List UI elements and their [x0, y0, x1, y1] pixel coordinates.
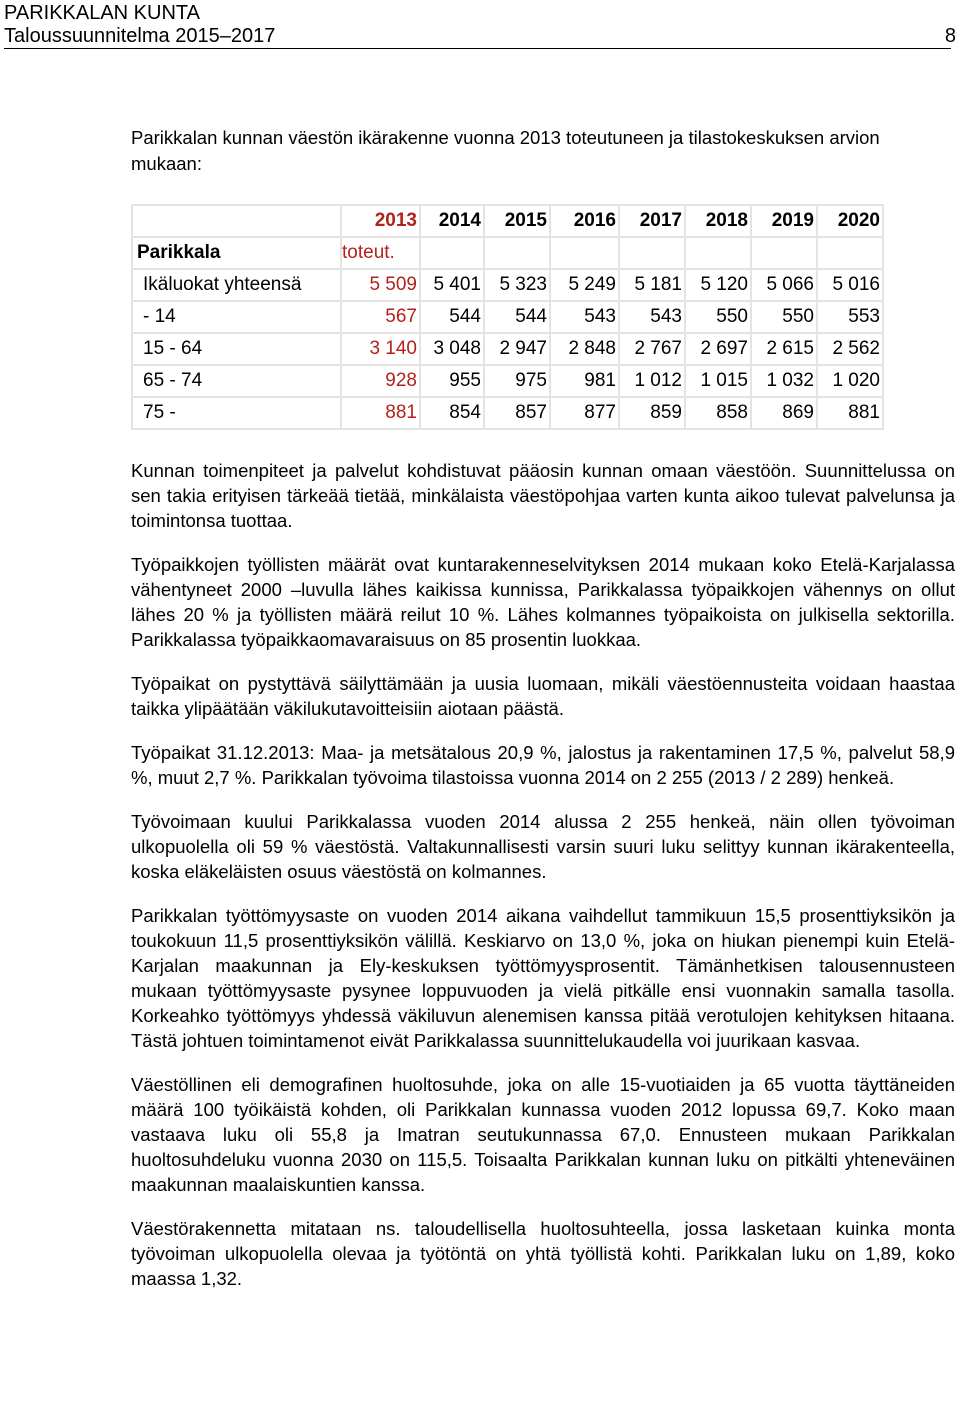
table-cell: 2 615: [751, 333, 817, 365]
intro-text: Parikkalan kunnan väestön ikärakenne vuonna 2013 toteutuneen ja tilastokeskuksen arvion mukaan:: [131, 127, 880, 174]
toteut-label: toteut.: [341, 237, 420, 269]
table-cell: 2 767: [619, 333, 685, 365]
table-cell: 5 401: [420, 269, 484, 301]
population-table: [131, 204, 884, 430]
header-empty-cell: [132, 205, 341, 237]
year-2019: 2019: [751, 205, 817, 237]
paragraph: Kunnan toimenpiteet ja palvelut kohdistuvat pääosin kunnan omaan väestöön. Suunnittelussa on sen takia erityisen tärkeää tietää, minkälaista väestöpohjaa varten kunta aikoo tulevat palvelunsa ja toimintonsa tuottaa.: [131, 460, 955, 531]
table-cell: 550: [751, 301, 817, 333]
table-cell: 2 697: [685, 333, 751, 365]
table-cell: 3 140: [341, 333, 420, 365]
intro-section: [131, 125, 955, 177]
table-row: [132, 397, 883, 429]
table-cell: 550: [685, 301, 751, 333]
row-label: 65 - 74: [132, 365, 341, 397]
table-cell: 543: [550, 301, 619, 333]
document-title: Taloussuunnitelma 2015–2017: [4, 25, 276, 47]
table-cell: 2 947: [484, 333, 550, 365]
table-cell: 1 012: [619, 365, 685, 397]
row-label: 15 - 64: [132, 333, 341, 365]
paragraph: Työvoimaan kuului Parikkalassa vuoden 2014 alussa 2 255 henkeä, näin ollen työvoiman ulkopuolella oli 59 % väestöstä. Valtakunnallisesti varsin suuri luku selittyy kunnan ikärakenteella, koska eläkeläisten osuus väestöstä on kolmannes.: [131, 811, 955, 882]
row-label: Ikäluokat yhteensä: [132, 269, 341, 301]
table-row: [132, 269, 883, 301]
table-cell: 975: [484, 365, 550, 397]
year-2016: 2016: [550, 205, 619, 237]
paragraph: Työpaikkojen työllisten määrät ovat kuntarakenneselvityksen 2014 mukaan koko Etelä-Karjalassa vähentyneet 2000 –luvulla lähes kaikissa kunnissa, Parikkalassa työpaikkojen vähennys on ollut lähes 20 % ja työllisten määrä reilut 10 %. Lähes kolmannes työpaikoista on julkisella sektorilla. Parikkalassa työpaikkaomavaraisuus on 85 prosentin luokkaa.: [131, 554, 955, 650]
organization-name: PARIKKALAN KUNTA: [4, 2, 200, 24]
table-cell: 955: [420, 365, 484, 397]
table-cell: 1 015: [685, 365, 751, 397]
table-cell: 5 181: [619, 269, 685, 301]
page-header: [4, 0, 956, 48]
table-cell: 858: [685, 397, 751, 429]
body-text: [131, 458, 955, 1303]
table-cell: 1 020: [817, 365, 883, 397]
place-name: Parikkala: [132, 237, 341, 269]
table-cell: 857: [484, 397, 550, 429]
table-cell: 869: [751, 397, 817, 429]
year-2018: 2018: [685, 205, 751, 237]
paragraph: Työpaikat 31.12.2013: Maa- ja metsätalous 20,9 %, jalostus ja rakentaminen 17,5 %, palvelut 58,9 %, muut 2,7 %. Parikkalan työvoima tilastoissa vuonna 2014 on 2 255 (2013 / 2 289) henkeä.: [131, 742, 955, 788]
table-cell: 928: [341, 365, 420, 397]
table-cell: 859: [619, 397, 685, 429]
table-cell: 5 323: [484, 269, 550, 301]
table-row: [132, 333, 883, 365]
table-cell: 553: [817, 301, 883, 333]
year-2015: 2015: [484, 205, 550, 237]
table-cell: 544: [420, 301, 484, 333]
table-cell: 981: [550, 365, 619, 397]
table-cell: 3 048: [420, 333, 484, 365]
table-cell: 854: [420, 397, 484, 429]
table-cell: 5 016: [817, 269, 883, 301]
table-header-row: [132, 205, 883, 237]
header-divider: [4, 48, 951, 49]
year-2014: 2014: [420, 205, 484, 237]
table-row: [132, 365, 883, 397]
table-cell: 5 066: [751, 269, 817, 301]
table-cell: 544: [484, 301, 550, 333]
paragraph: Väestöllinen eli demografinen huoltosuhde, joka on alle 15-vuotiaiden ja 65 vuotta täyttäneiden määrä 100 työikäistä kohden, oli Parikkalan kunnassa vuoden 2012 lopussa 69,7. Koko maan vastaava luku oli 55,8 ja Imatran seutukunnassa 67,0. Ennusteen mukaan Parikkalan huoltosuhdeluku vuonna 2030 on 115,5. Toisaalta Parikkalan kunnan luku on pitkälti yhteneväinen maakunnan maalaiskuntien kanssa.: [131, 1074, 955, 1195]
paragraph: Parikkalan työttömyysaste on vuoden 2014 aikana vaihdellut tammikuun 15,5 prosenttiyksikön ja toukokuun 11,5 prosenttiyksikön välillä. Keskiarvo on 13,0 %, joka on hiukan pienempi kuin Etelä-Karjalan maakunnan ja Ely-keskuksen työttömyysprosentit. Tämänhetkisen talousennusteen mukaan työttömyysaste pysynee loppuvuoden ja vielä pitkälle ensi vuonnakin samalla tasolla. Korkeahko työttömyys yhdessä väkiluvun alenemisen kanssa pitää verotulojen kehityksen hitaana. Tästä johtuen toimintamenot eivät Parikkalassa suunnittelukaudella voi juurikaan kasvaa.: [131, 905, 955, 1051]
table-cell: 5 120: [685, 269, 751, 301]
row-label: - 14: [132, 301, 341, 333]
page-number: 8: [944, 25, 956, 47]
row-label: 75 -: [132, 397, 341, 429]
table-cell: 5 509: [341, 269, 420, 301]
table-cell: 5 249: [550, 269, 619, 301]
paragraph: Väestörakennetta mitataan ns. taloudellisella huoltosuhteella, jossa lasketaan kuinka monta työvoiman ulkopuolella olevaa ja työtöntä on yhtä työllistä kohti. Parikkalan luku on 1,89, koko maassa 1,32.: [131, 1218, 955, 1289]
table-cell: 881: [817, 397, 883, 429]
table-cell: 543: [619, 301, 685, 333]
year-2013: 2013: [341, 205, 420, 237]
table-cell: 1 032: [751, 365, 817, 397]
table-row: [132, 301, 883, 333]
paragraph: Työpaikat on pystyttävä säilyttämään ja uusia luomaan, mikäli väestöennusteita voidaan haastaa taikka ylipäätään väkilukutavoitteisiin aiotaan päästä.: [131, 673, 955, 719]
year-2020: 2020: [817, 205, 883, 237]
table-cell: 2 562: [817, 333, 883, 365]
table-cell: 2 848: [550, 333, 619, 365]
table-subheader-row: [132, 237, 883, 269]
table-cell: 567: [341, 301, 420, 333]
year-2017: 2017: [619, 205, 685, 237]
population-table-wrapper: [131, 204, 884, 430]
table-cell: 881: [341, 397, 420, 429]
table-cell: 877: [550, 397, 619, 429]
